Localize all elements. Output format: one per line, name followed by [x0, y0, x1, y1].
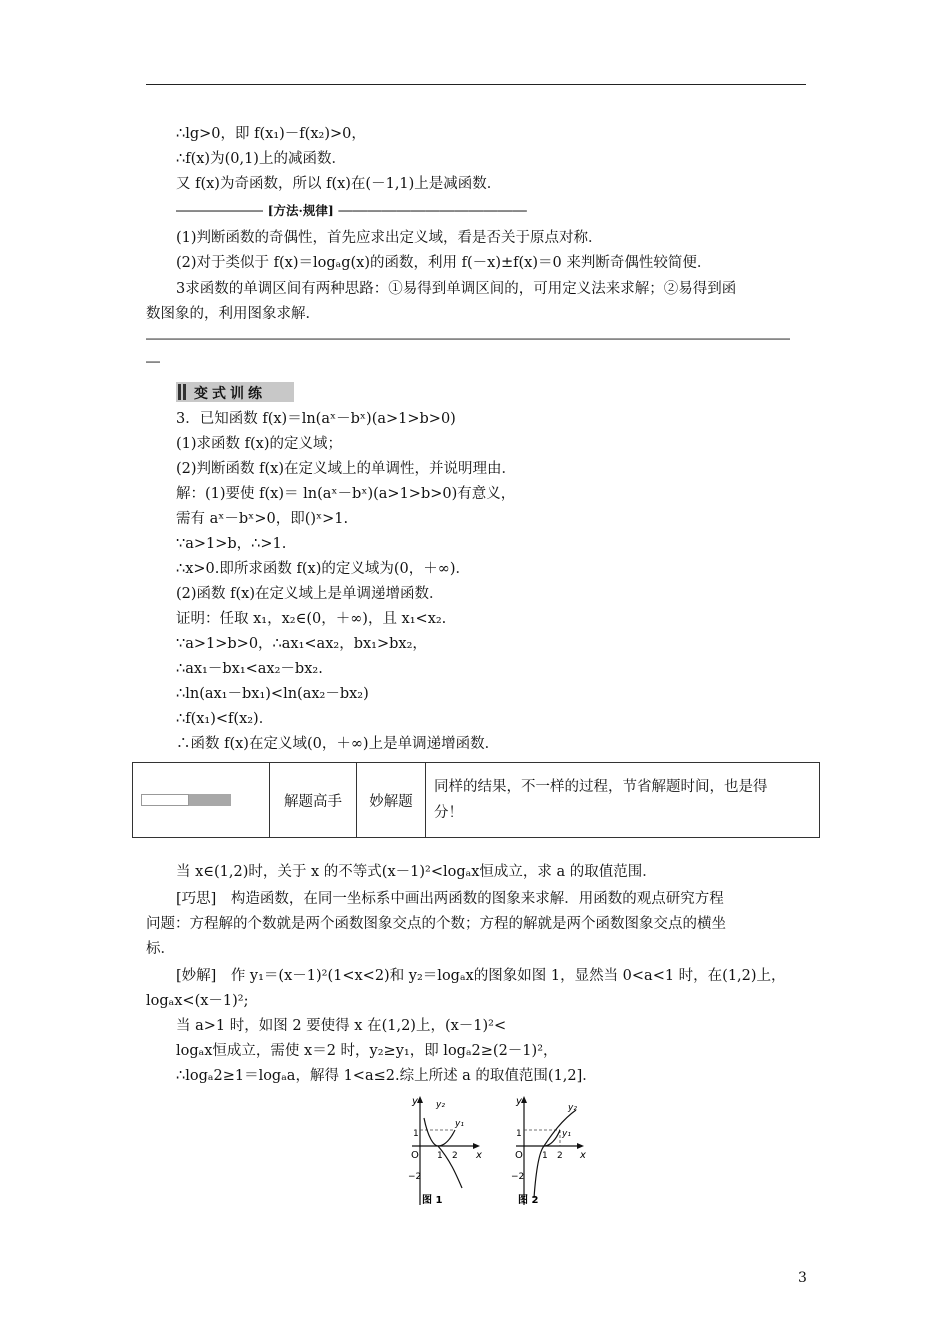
badge-icon: [141, 790, 237, 810]
y2-label: y₂: [568, 1103, 577, 1113]
figure-1: [400, 1090, 490, 1210]
y2-curve: [534, 1110, 576, 1198]
figure-caption: 图 2: [518, 1195, 539, 1206]
tick-label: 1: [413, 1129, 419, 1139]
solution-line: ∵a>1>b>0，∴ax₁<ax₂，bx₁>bx₂，: [176, 636, 427, 652]
y1-label: y₁: [562, 1129, 571, 1139]
y1-curve: [438, 1130, 455, 1146]
y1-label: y₁: [455, 1119, 464, 1129]
y-label: y: [412, 1096, 418, 1107]
heading-stripe: [178, 384, 181, 400]
solution-line: ∴函数 f(x)在定义域(0，＋∞)上是单调递增函数．: [176, 736, 500, 752]
figure-2: [494, 1090, 594, 1210]
tick-label: −2: [408, 1172, 422, 1182]
y-label: y: [516, 1096, 522, 1107]
text-line: (2)对于类似于 f(x)＝logₐg(x)的函数，利用 f(－x)±f(x)＝0 来判断奇偶性较简便．: [176, 255, 712, 271]
answer-line: logₐx恒成立，需使 x＝2 时，y₂≥y₁，即 logₐ2≥(2－1)²，: [176, 1043, 558, 1059]
dash-right: ―――――――――――――: [338, 203, 527, 219]
tick-label: 2: [557, 1151, 563, 1161]
solution-line: 需有 aˣ－bˣ>0，即()ˣ>1.: [176, 511, 349, 527]
text-line: ∴f(x)为(0,1)上的减函数．: [176, 151, 346, 167]
method-title: [方法·规律]: [267, 203, 334, 218]
tick-label: 2: [452, 1151, 458, 1161]
solution-line: (2)函数 f(x)在定义域上是单调递增函数．: [176, 586, 444, 602]
x-label: x: [580, 1150, 586, 1161]
tips-text-line: 同样的结果，不一样的过程，节省解题时间，也是得: [434, 779, 768, 795]
method-heading: [176, 201, 527, 221]
question-line: 当 x∈(1,2)时，关于 x 的不等式(x－1)²<logₐx恒成立，求 a 的取值范围．: [176, 864, 657, 880]
hint-line: [巧思] 构造函数，在同一坐标系中画出两函数的图象来求解．用函数的观点研究方程: [176, 891, 724, 907]
y1-curve: [544, 1130, 560, 1146]
hint-line: 标．: [146, 941, 175, 957]
solution-line: ∴x>0.即所求函数 f(x)的定义域为(0，＋∞)．: [176, 561, 470, 577]
training-title: 变式训练: [194, 386, 266, 402]
answer-line: logₐx<(x－1)²;: [146, 993, 249, 1009]
origin-label: O: [515, 1150, 523, 1161]
text-line: ∴lg>0，即 f(x₁)－f(x₂)>0，: [176, 126, 366, 142]
solution-line: ∴f(x₁)<f(x₂)．: [176, 711, 274, 727]
tips-table: [132, 762, 820, 838]
training-heading: [176, 382, 294, 402]
tips-badge-cell: [133, 763, 270, 838]
answer-line: [妙解] 作 y₁＝(x－1)²(1<x<2)和 y₂＝logₐx的图象如图 1，显然当 0<a<1 时，在(1,2)上，: [176, 968, 786, 984]
tick-label: 1: [437, 1151, 443, 1161]
separator-dash-tail: ―: [146, 354, 160, 370]
text-line: 数图象的，利用图象求解．: [146, 306, 320, 322]
text-line: (1)判断函数的奇偶性，首先应求出定义域，看是否关于原点对称．: [176, 230, 603, 246]
origin-label: O: [411, 1150, 419, 1161]
figure-caption: 图 1: [422, 1195, 443, 1206]
solution-line: 解：(1)要使 f(x)＝ ln(aˣ－bˣ)(a>1>b>0)有意义，: [176, 486, 516, 502]
solution-line: ∴ax₁－bx₁<ax₂－bx₂.: [176, 661, 323, 677]
tick-label: 1: [542, 1151, 548, 1161]
problem-line: 3．已知函数 f(x)＝ln(aˣ－bˣ)(a>1>b>0): [176, 411, 456, 427]
hint-line: 问题：方程解的个数就是两个函数图象交点的个数；方程的解就是两个函数图象交点的横坐: [146, 916, 726, 932]
solution-line: 证明：任取 x₁，x₂∈(0，＋∞)，且 x₁<x₂.: [176, 611, 447, 627]
page-number: 3: [798, 1270, 807, 1286]
answer-line: ∴logₐ2≥1＝logₐa，解得 1<a≤2.综上所述 a 的取值范围(1,2]．: [176, 1068, 597, 1084]
problem-line: (1)求函数 f(x)的定义域；: [176, 436, 343, 452]
text-line: 3求函数的单调区间有两种思路：①易得到单调区间的，可用定义法来求解；②易得到函: [176, 281, 737, 297]
tips-text-line: 分！: [434, 805, 463, 821]
tick-label: 1: [516, 1129, 522, 1139]
header-rule: [146, 84, 806, 85]
tick-label: −2: [511, 1172, 525, 1182]
heading-stripe: [183, 384, 186, 400]
dash-left: ――――――: [176, 203, 263, 219]
tips-col-1: 解题高手: [270, 763, 357, 838]
problem-line: (2)判断函数 f(x)在定义域上的单调性，并说明理由．: [176, 461, 517, 477]
y2-label: y₂: [436, 1100, 445, 1110]
x-label: x: [476, 1150, 482, 1161]
text-line: 又 f(x)为奇函数，所以 f(x)在(－1,1)上是减函数．: [176, 176, 502, 192]
tips-col-3: [426, 763, 820, 838]
answer-line: 当 a>1 时，如图 2 要使得 x 在(1,2)上，(x－1)²<: [176, 1018, 507, 1034]
separator-dashes: ――――――――――――――――――――――――――――――――――――――――――――――: [146, 331, 790, 347]
solution-line: ∴ln(ax₁－bx₁)<ln(ax₂－bx₂): [176, 686, 369, 702]
solution-line: ∵a>1>b，∴>1.: [176, 536, 287, 552]
tips-col-2: 妙解题: [357, 763, 426, 838]
